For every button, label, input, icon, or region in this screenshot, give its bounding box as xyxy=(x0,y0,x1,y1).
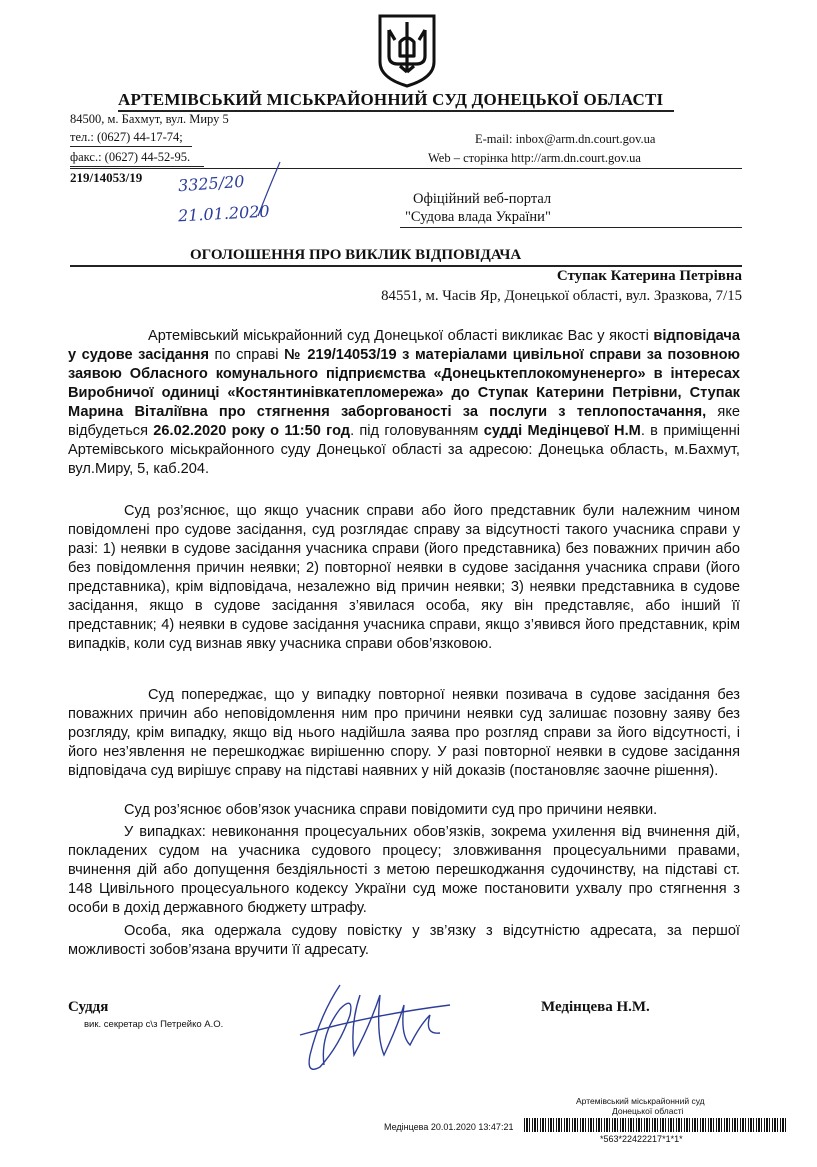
barcode xyxy=(524,1118,786,1132)
court-name: АРТЕМІВСЬКИЙ МІСЬКРАЙОННИЙ СУД ДОНЕЦЬКОЇ ОБЛАСТІ xyxy=(118,90,664,109)
paragraph-summons xyxy=(68,327,740,479)
court-web: Web – сторінка http://arm.dn.court.gov.ua xyxy=(428,151,641,165)
court-fax: факс.: (0627) 44-52-95. xyxy=(70,150,191,164)
judge-name: Медінцева Н.М. xyxy=(541,999,650,1015)
court-email: E-mail: inbox@arm.dn.court.gov.ua xyxy=(475,132,656,146)
addressee-address: 84551, м. Часів Яр, Донецької області, вул. Зразкова, 7/15 xyxy=(381,288,742,304)
coat-of-arms-icon xyxy=(374,12,440,88)
recipient-line1: Офіційний веб-портал xyxy=(413,191,552,207)
handwritten-signature xyxy=(280,975,470,1085)
recipient-line2: "Судова влада України" xyxy=(405,209,551,225)
document-title: ОГОЛОШЕННЯ ПРО ВИКЛИК ВІДПОВІДАЧА xyxy=(190,247,522,263)
paragraph-notify: Суд роз’яснює обов’язок учасника справи повідомити суд про причини неявки. xyxy=(124,802,658,818)
handwritten-date: 21.01.2020 xyxy=(177,201,271,226)
barcode-text: *563*22422217*1*1* xyxy=(600,1134,683,1144)
signature-role: Суддя xyxy=(68,999,109,1015)
secretary-label: вик. секретар с\з Петрейко А.О. xyxy=(84,1019,224,1030)
court-address: 84500, м. Бахмут, вул. Миру 5 xyxy=(70,112,229,126)
paragraph-delivery: Особа, яка одержала судову повістку у зв’язку з відсутністю адресата, за першої можливості зобов’язана вручити її адресату. xyxy=(68,923,740,958)
e-signature-label: Медінцева 20.01.2020 13:47:21 xyxy=(384,1122,514,1132)
stamp-region: Донецької області xyxy=(612,1106,684,1116)
summons-segment: по справі xyxy=(209,347,285,363)
handwritten-number: 3325/20 xyxy=(177,171,246,196)
summons-segment: судді Медінцевої Н.М xyxy=(483,423,641,439)
handwritten-slash xyxy=(250,160,290,220)
summons-segment: Артемівський міськрайонний суд Донецької області викликає Вас у якості xyxy=(148,328,654,344)
court-phone: тел.: (0627) 44-17-74; xyxy=(70,130,183,144)
paragraph-penalty: У випадках: невиконання процесуальних обов’язків, зокрема ухилення від вчинення дій, покладених судом на учасника судового процесу; зловживання процесуальними правами, вчинення дій або допущення бездіяльності з метою перешкоджання судочинству, на підставі ст. 148 Цивільного процесуального кодексу України суд може постановити ухвалу про стягнення з особи в дохід державного бюджету штрафу. xyxy=(68,824,740,916)
summons-segment: яке відбудеться xyxy=(68,404,741,439)
summons-segment: № 219/14053/19 з матеріалами цивільної справи за позовною заявою Обласного комунального підприємства «Донецьктеплокомуненерго» в інтересах Виробничої одиниці «Костянтинівкатепломережа» до Ступак Катерини Петрівни, Ступак Марина Віталіївна про стягнення заборгованості за послуги з теплопостачання, xyxy=(68,347,740,420)
summons-segment: відповідача у судове засідання xyxy=(68,328,740,363)
summons-segment: . під головуванням xyxy=(350,423,484,439)
paragraph-absence-rules: Суд роз’яснює, що якщо учасник справи або його представник були належним чином повідомлені про судове засідання, суд розглядає справу за відсутності такого учасника справи у разі: 1) неявки в судове засідання учасника справи (його представника) без поважних причин або без повідомлення причин неявки; 2) повторної неявки в судове засідання учасника справи (його представника), крім відповідача, незалежно від причин неявки; 3) неявки представника в судове засідання, якщо в судове засідання з’явилася особа, яку він представляє, або інший її представник; 4) неявки в судове засідання учасника справи, якщо з’явився його представник, крім випадків, коли суд визнав явку учасника справи обов’язковою. xyxy=(68,503,740,652)
summons-segment: 26.02.2020 року о 11:50 год xyxy=(153,423,351,439)
case-number: 219/14053/19 xyxy=(70,170,143,185)
summons-segment: . в приміщенні Артемівського міськрайонного суду Донецької області за адресою: Донецька область, м.Бахмут, вул.Миру, 5, каб.204. xyxy=(68,423,740,477)
paragraph-warning: Суд попереджає, що у випадку повторної неявки позивача в судове засідання без поважних причин або неповідомлення ним про причини неявки суд залишає позовну заяву без розгляду, крім випадку, якщо від нього надійшла заява про розгляд справи за його відсутності, і його нез’явлення не перешкоджає вирішенню спору. У разі повторної неявки в судове засідання відповідача суд вирішує справу на підставі наявних у ній доказів (постановляє заочне рішення). xyxy=(68,687,740,779)
stamp-court: Артемівський міськрайонний суд xyxy=(576,1096,705,1106)
addressee-name: Ступак Катерина Петрівна xyxy=(556,268,742,284)
